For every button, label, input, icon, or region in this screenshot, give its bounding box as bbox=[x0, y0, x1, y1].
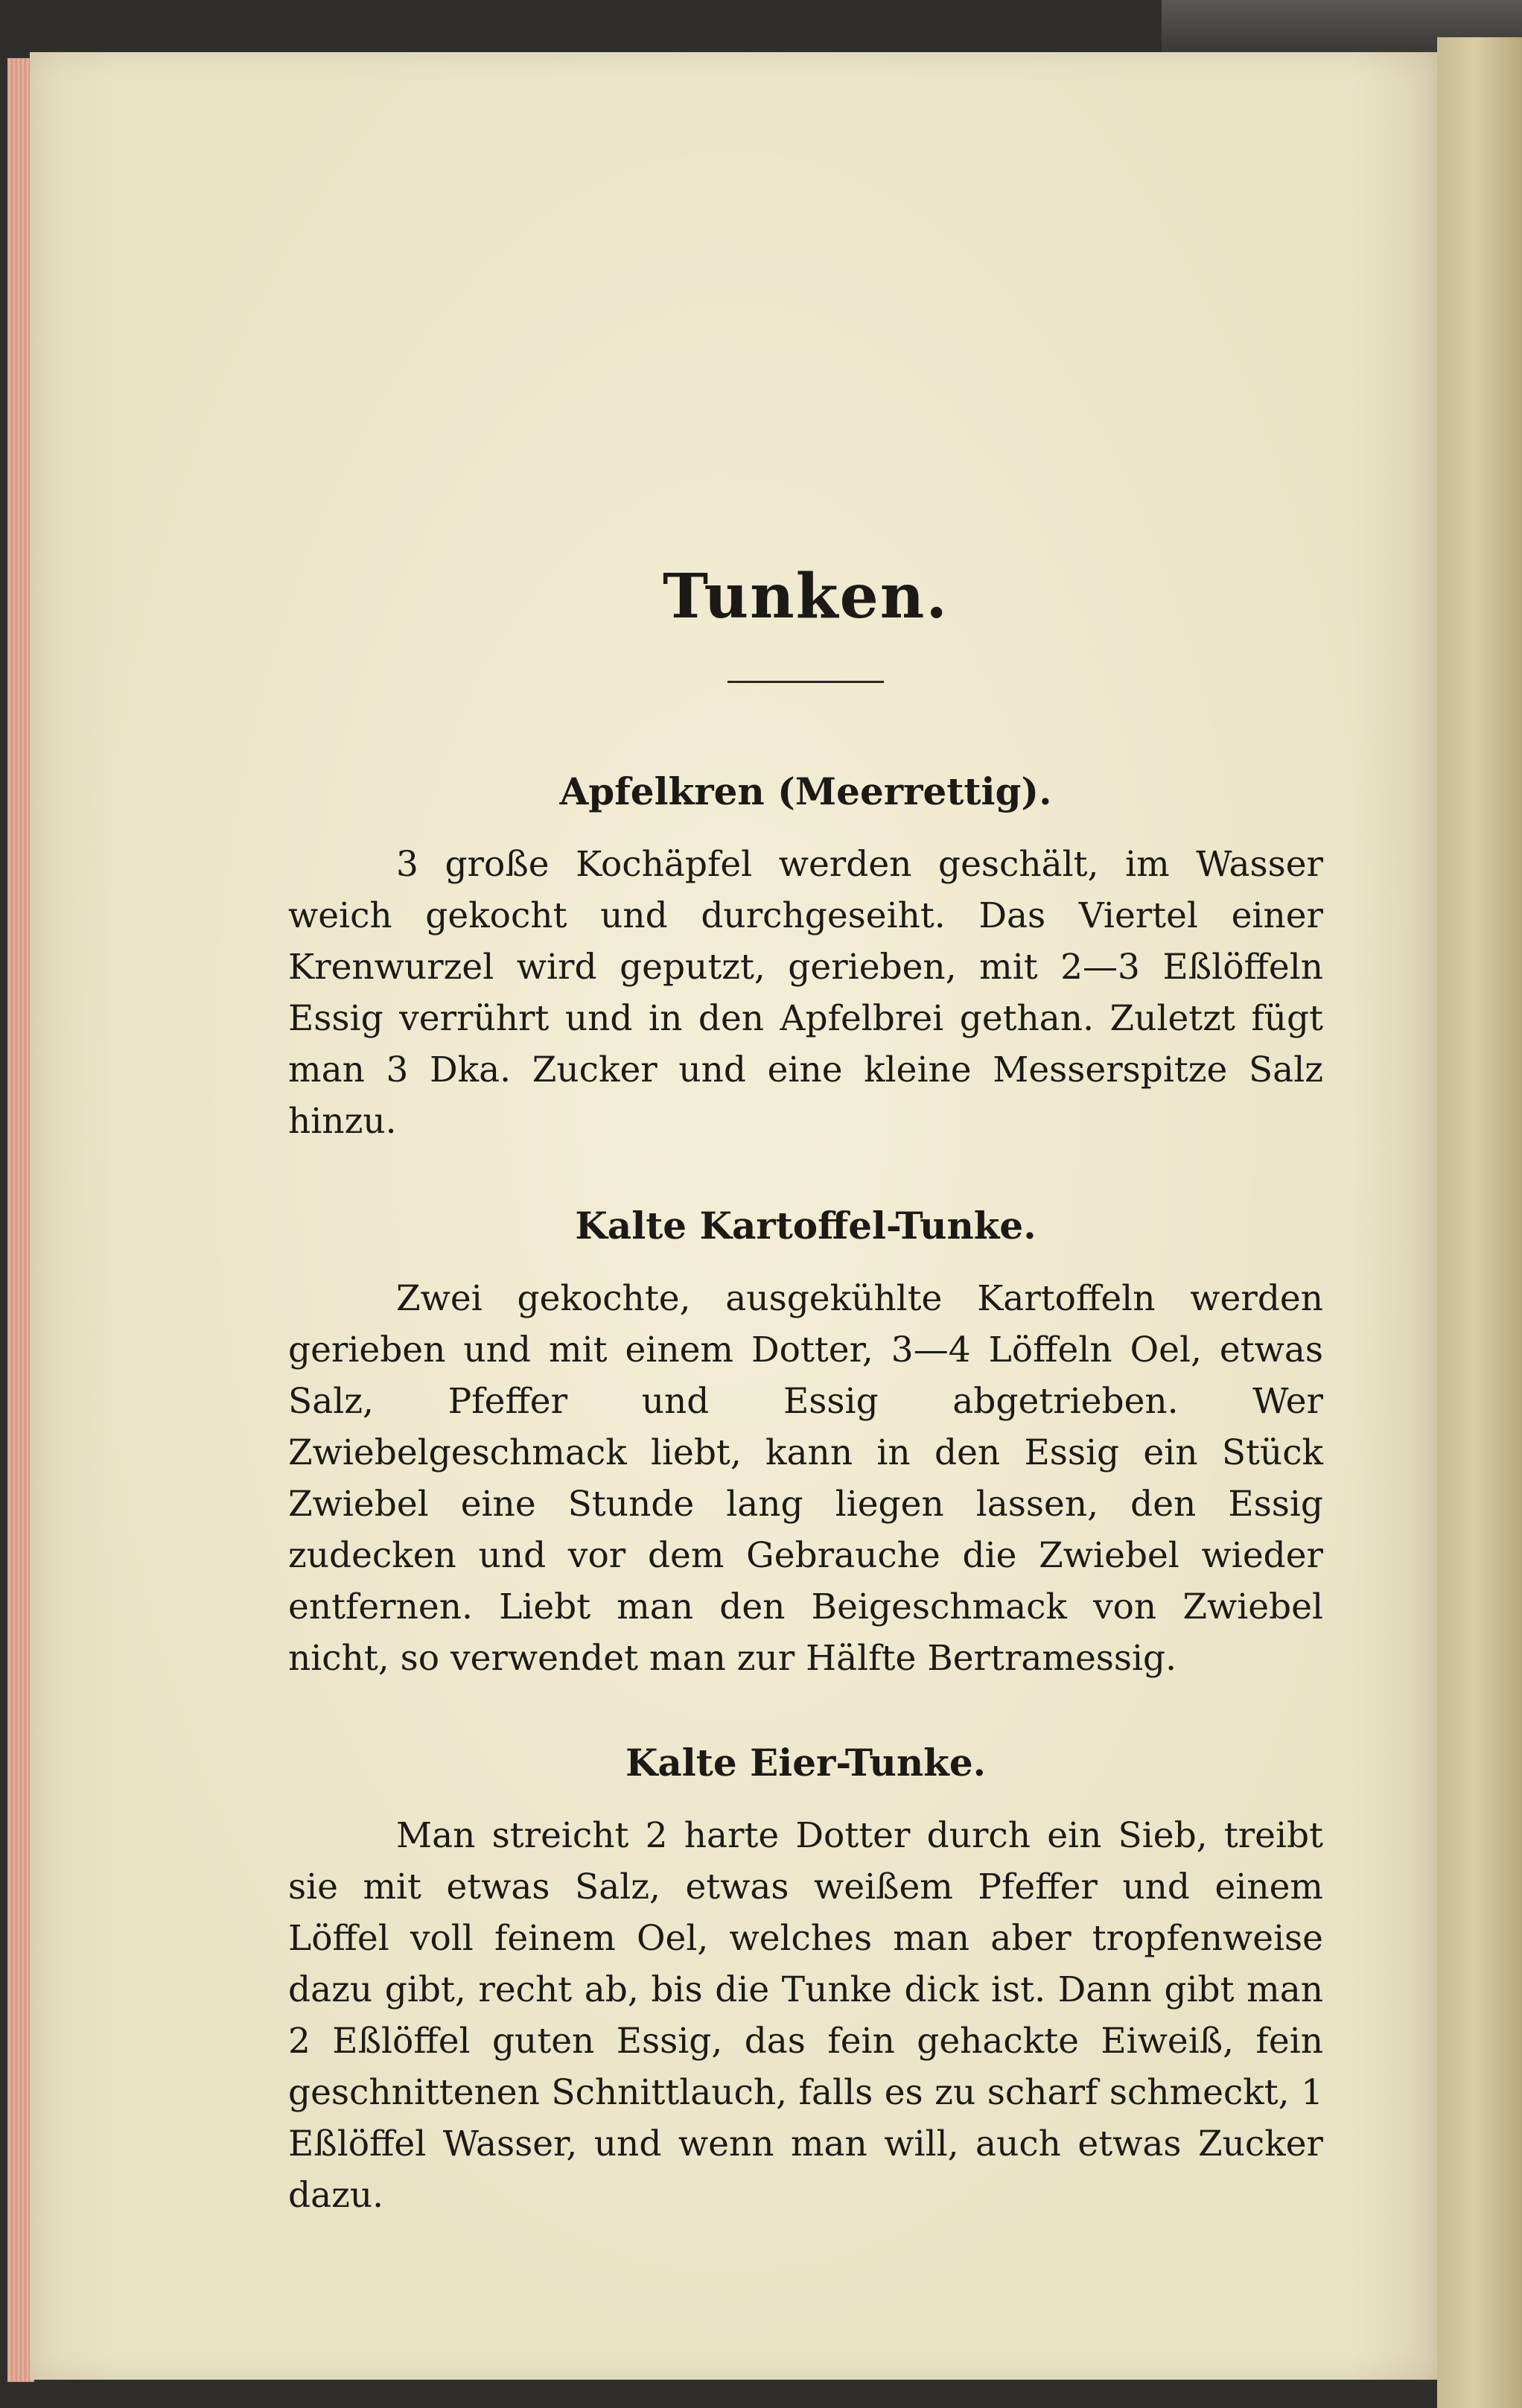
section-heading-eier-tunke: Kalte Eier-Tunke. bbox=[625, 1741, 987, 1785]
section-text-eier-tunke: Man streicht 2 harte Dotter durch ein Sieb, treibt sie mit etwas Salz, etwas weißem Pfeffer und einem Löffel voll feinem Oel, welches man aber tropfenweise dazu gibt, recht ab, bis die Tunke dick ist. Dann gibt man 2 Eßlöffel guten Essig, das fein gehackte Eiweiß, fein geschnittenen Schnittlauch, falls es zu scharf schmeckt, 1 Eßlöffel Wasser, und wenn man will, auch etwas Zucker dazu. bbox=[288, 1815, 1323, 2216]
section-text-apfelkren: 3 große Kochäpfel werden geschält, im Wasser weich gekocht und durchgeseiht. Das Viertel einer Krenwurzel wird geputzt, gerieben, mit 2—3 Eßlöffeln Essig verrührt und in den Apfelbrei gethan. Zuletzt fügt man 3 Dka. Zucker und eine kleine Messerspitze Salz hinzu. bbox=[288, 844, 1323, 1142]
book-cover-edge-right bbox=[1437, 37, 1522, 2408]
page-title: Tunken. bbox=[663, 561, 949, 632]
page-content bbox=[288, 561, 1323, 2279]
section-heading-kartoffel-tunke: Kalte Kartoffel-Tunke. bbox=[575, 1204, 1037, 1248]
section-heading-apfelkren: Apfelkren (Meerrettig). bbox=[559, 769, 1052, 813]
section-text-kartoffel-tunke: Zwei gekochte, ausgekühlte Kartoffeln werden gerieben und mit einem Dotter, 3—4 Löffeln Oel, etwas Salz, Pfeffer und Essig abgetrieben. Wer Zwiebelgeschmack liebt, kann in den Essig ein Stück Zwiebel eine Stunde lang liegen lassen, den Essig zudecken und vor dem Gebrauche die Zwiebel wieder entfernen. Liebt man den Beigeschmack von Zwiebel nicht, so verwendet man zur Hälfte Bertramessig. bbox=[288, 1278, 1323, 1679]
title-divider bbox=[727, 681, 884, 683]
